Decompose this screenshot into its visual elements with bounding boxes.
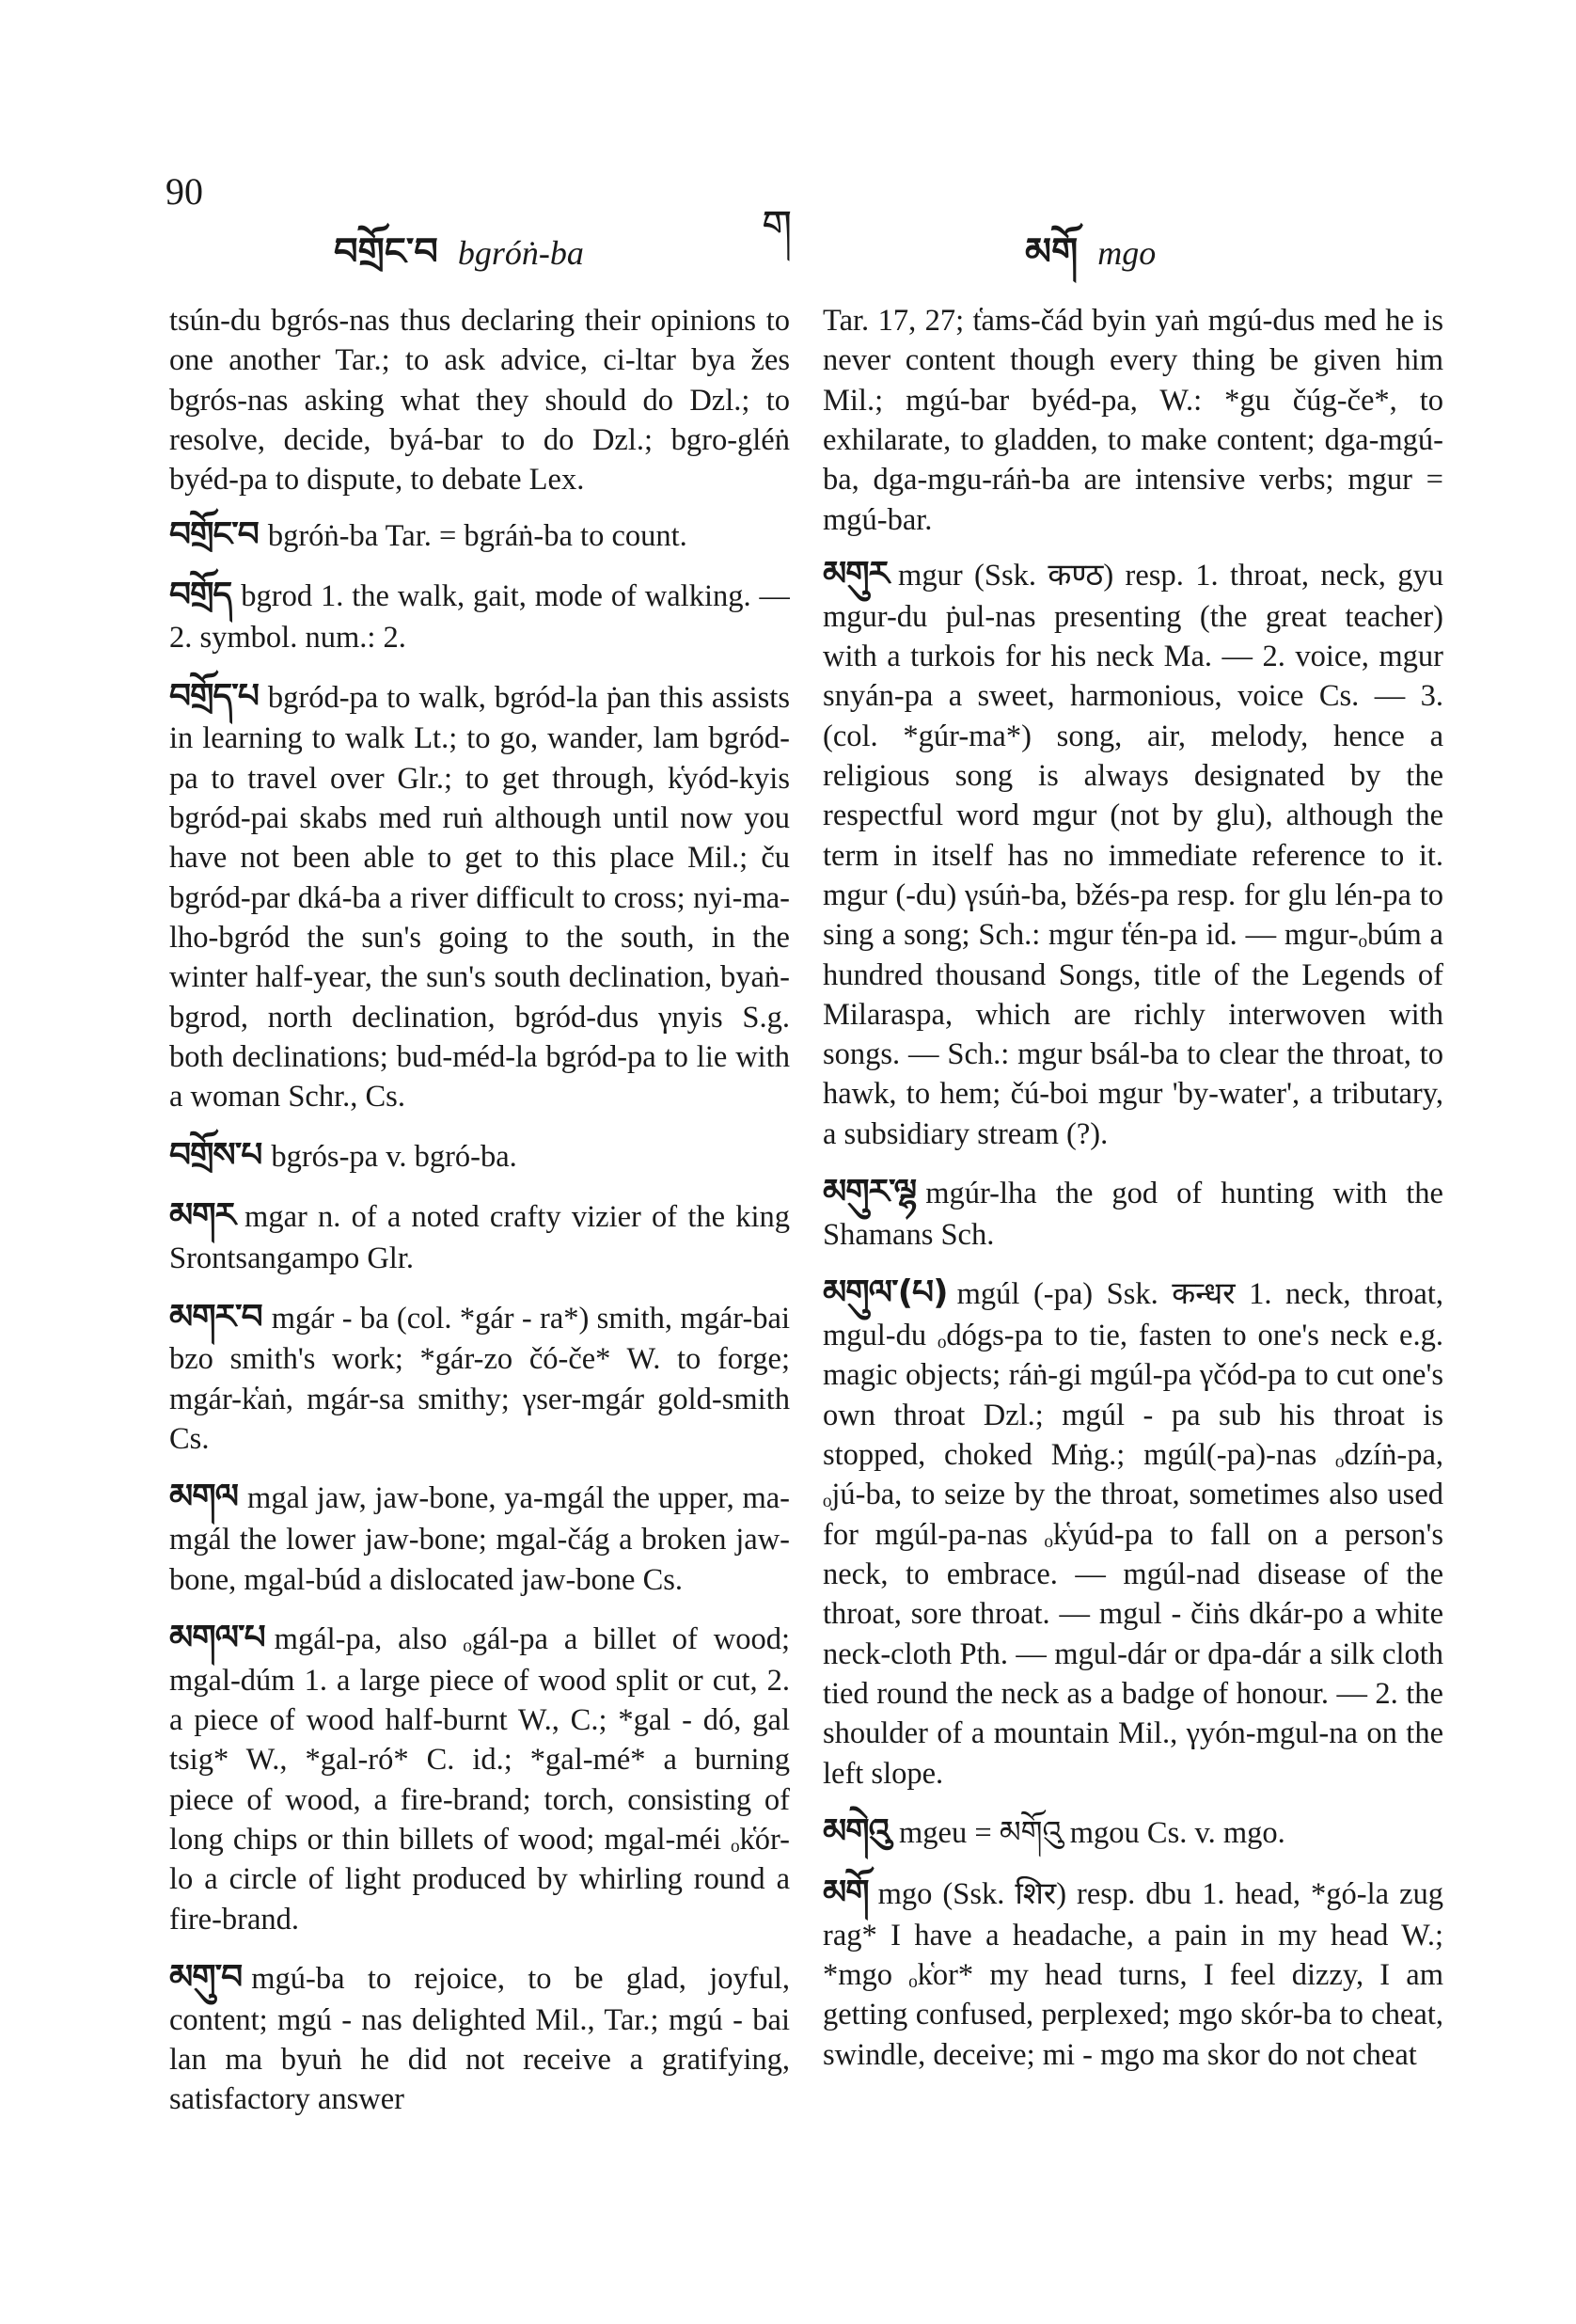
running-headword-left — [334, 209, 584, 315]
dictionary-entry — [169, 1476, 790, 1599]
running-headword-left-tibetan: བགྲོང་བ — [334, 230, 438, 274]
entry-text: bgrod 1. the walk, gait, mode of walking. — 2. symbol. num.: 2. — [169, 579, 790, 656]
tibetan-lemma: མགུལ་(པ) — [823, 1273, 948, 1313]
dictionary-entry — [169, 1134, 790, 1178]
entry-text: bgród-pa to walk, bgród-la ṗan this assists in learning to walk Lt.; to go, wander, lam bgród-pa to travel over Glr.; to get through, k̔yód-kyis bgród-pai skabs med ruṅ although until now you have not been able to get to this place Mil.; ču bgród-par dká-ba a river difficult to cross; nyi-ma-lho-bgród the sun's going to the south, in the winter half-year, the sun's south declination, byaṅ-bgrod, north declination, bgród-dus γnyis S.g. both declinations; bud-méd-la bgród-pa to lie with a woman Schr., Cs. — [169, 680, 790, 1115]
tibetan-lemma: བགྲོས་པ — [169, 1135, 262, 1175]
entry-text: mgal jaw, jaw-bone, ya-mgál the upper, ma-mgál the lower jaw-bone; mgal-čág a broken jaw-bone, mgal-búd a dislocated jaw-bone Cs. — [169, 1481, 790, 1597]
dictionary-entry — [823, 1872, 1443, 2075]
tibetan-lemma: མགལ — [169, 1478, 239, 1517]
entry-text: mgar n. of a noted crafty vizier of the king Srontsangampo Glr. — [169, 1200, 790, 1276]
page-header — [0, 160, 1576, 274]
entry-text: mgo (Ssk. शिर) resp. dbu 1. head, *gó-la zug rag* I have a headache, a pain in my head W.; *mgo ₒk̔or* my head turns, I feel dizzy, I am getting confused, perplexed; mgo skór-ba to cheat, swindle, deceive; mi - mgo ma skor do not cheat — [823, 1876, 1443, 2072]
running-headword-right-tibetan: མགོ — [1025, 230, 1079, 274]
entry-text: mgú-ba to rejoice, to be glad, joyful, content; mgú - nas delighted Mil., Tar.; mgú - bai lan ma byuṅ he did not receive a gratifying, satisfactory answer — [169, 1961, 790, 2117]
tibetan-lemma: མགར་བ — [169, 1297, 262, 1336]
entry-text: mgúr-lha the god of hunting with the Shamans Sch. — [823, 1177, 1443, 1252]
right-column — [823, 301, 1443, 2267]
tibetan-lemma: མགུར་ལྷ — [823, 1173, 917, 1212]
dictionary-entry — [169, 1296, 790, 1460]
tibetan-lemma: མགལ་པ — [169, 1618, 265, 1657]
running-headword-right-latin: mgo — [1097, 234, 1157, 272]
entry-continuation: Tar. 17, 27; t̔ams-čád byin yaṅ mgú-dus med he is never content though every thing be given him Mil.; mgú-bar byéd-pa, W.: *gu čúg-če*, to exhilarate, to gladden, to make content; dga-mgú-ba, dga-mgu-ráṅ-ba are intensive verbs; mgur = mgú-bar. — [823, 304, 1443, 537]
tibetan-lemma: མགར — [169, 1196, 236, 1236]
dictionary-entry — [823, 1171, 1443, 1255]
entry-text: bgróṅ-ba Tar. = bgráṅ-ba to count. — [267, 518, 687, 553]
entry-continuation: tsún-du bgrós-nas thus declaring their opinions to one another Tar.; to ask advice, ci-ltar bya žes bgrós-nas asking what they should do Dzl.; to resolve, decide, byá-bar to do Dzl.; bgro-gléṅ byéd-pa to dispute, to debate Lex. — [169, 304, 790, 498]
dictionary-entry — [823, 1810, 1443, 1855]
dictionary-entry — [169, 675, 790, 1117]
entry-text: mgár - ba (col. *gár - ra*) smith, mgár-bai bzo smith's work; *gár-zo čó-če* W. to forge; mgár-k̔aṅ, mgár-sa smithy; γser-mgár gold-smith Cs. — [169, 1301, 790, 1457]
entry-text: bgrós-pa v. bgró-ba. — [271, 1139, 517, 1174]
dictionary-entry — [169, 1956, 790, 2120]
tibetan-lemma: མགེའུ — [823, 1811, 890, 1851]
section-letter: ག — [762, 202, 793, 250]
running-headword-right — [1025, 209, 1156, 315]
left-column — [169, 301, 790, 2267]
tibetan-lemma: མགུར — [823, 554, 890, 593]
running-headword-left-latin: bgróṅ-ba — [457, 234, 584, 272]
page-number: 90 — [165, 170, 203, 213]
entry-text: mgál-pa, also ₒgál-pa a billet of wood; mgal-dúm 1. a large piece of wood split or cut, 2. a piece of wood half-burnt W., C.; *gal - dó, gal tsig* W., *gal-ró* C. id.; *gal-mé* a burning piece of wood, a fire-brand; torch, consisting of long chips or thin billets of wood; mgal-méi ₒk̔ór-lo a circle of light produced by whirling round a fire-brand. — [169, 1621, 790, 1937]
tibetan-lemma: བགྲོང་བ — [169, 514, 259, 554]
dictionary-entry — [169, 574, 790, 657]
tibetan-lemma: མགོ — [823, 1873, 869, 1912]
tibetan-lemma: བགྲོད — [169, 576, 232, 615]
dictionary-entry — [823, 1272, 1443, 1794]
tibetan-lemma: བགྲོད་པ — [169, 676, 259, 716]
dictionary-entry — [169, 514, 790, 558]
entry-text: mgur (Ssk. कण्ठ) resp. 1. throat, neck, gyu mgur-du ṗul-nas presenting (the great teacher) with a turkois for his neck Ma. — 2. voice, mgur snyán-pa a sweet, harmonious, voice Cs. — 3. (col. *gúr-ma*) song, air, melody, hence a religious song is always designated by the respectful word mgur (not by glu), although the term in itself has no immediate reference to it. mgur (-du) γsúṅ-ba, bžés-pa resp. for glu lén-pa to sing a song; Sch.: mgur t̔én-pa id. — mgur-ₒbúm a hundred thousand Songs, title of the Legends of Milaraspa, which are richly interwoven with songs. — Sch.: mgur bsál-ba to clear the throat, to hawk, to hem; čú-boi mgur 'by-water', a tributary, a subsidiary stream (?). — [823, 558, 1443, 1151]
entry-text: mgúl (-pa) Ssk. कन्धर 1. neck, throat, mgul-du ₒdógs-pa to tie, fasten to one's neck e.g. magic objects; ráṅ-gi mgúl-pa γčód-pa to cut one's own throat Dzl.; mgúl - pa sub his throat is stopped, choked Mṅg.; mgúl(-pa)-nas ₒdzíṅ-pa, ₒjú-ba, to seize by the throat, sometimes also used for mgúl-pa-nas ₒk̔yúd-pa to fall on a person's neck, to embrace. — mgúl-nad disease of the throat, sore throat. — mgul - čiṅs dkár-po a white neck-cloth Pth. — mgul-dár or dpa-dár a silk cloth tied round the neck as a badge of honour. — 2. the shoulder of a mountain Mil., γyón-mgul-na on the left slope. — [823, 1277, 1443, 1791]
dictionary-entry — [169, 1194, 790, 1278]
tibetan-lemma: མགུ་བ — [169, 1957, 243, 1997]
dictionary-entry — [169, 1617, 790, 1939]
entry-text: mgeu = མགོའུ mgou Cs. v. mgo. — [899, 1815, 1285, 1850]
dictionary-entry — [823, 553, 1443, 1154]
